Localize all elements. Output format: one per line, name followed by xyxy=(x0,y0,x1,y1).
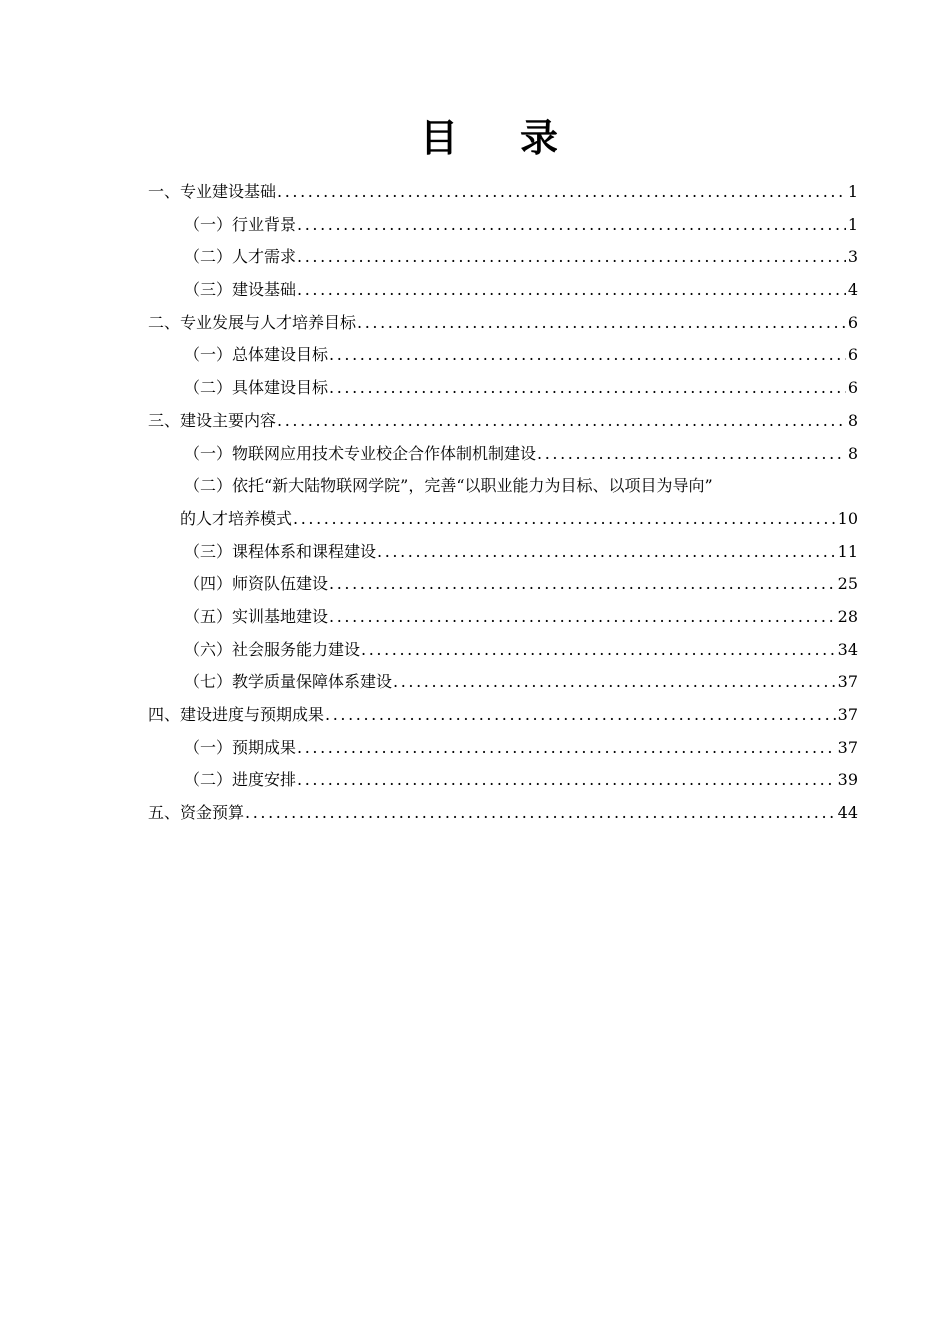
toc-entry[interactable] xyxy=(148,372,858,405)
title-char-1: 目 xyxy=(419,115,458,160)
toc-entry-label: （二）具体建设目标 xyxy=(184,378,329,398)
page-title xyxy=(0,112,950,164)
toc-entry-label: （一）物联网应用技术专业校企合作体制机制建设 xyxy=(184,443,537,463)
toc-entry-label: 一、专业建设基础 xyxy=(148,182,277,201)
toc-page-number: 3 xyxy=(847,247,858,267)
toc-page-number: 6 xyxy=(847,345,858,365)
toc-entry[interactable] xyxy=(148,307,858,340)
dot-leader xyxy=(297,764,836,797)
toc-entry-label: （一）总体建设目标 xyxy=(184,345,329,365)
dot-leader xyxy=(325,699,836,732)
toc-page-number: 8 xyxy=(847,410,858,430)
toc-entry[interactable] xyxy=(148,634,858,667)
toc-entry-label: 五、资金预算 xyxy=(148,803,245,823)
title-char-2: 录 xyxy=(520,115,559,160)
toc-entry[interactable] xyxy=(148,568,858,601)
dot-leader xyxy=(293,503,836,536)
dot-leader xyxy=(277,176,846,209)
dot-leader xyxy=(297,209,846,242)
toc-entry-label: （五）实训基地建设 xyxy=(184,606,329,626)
dot-leader xyxy=(537,438,846,471)
toc-entry[interactable] xyxy=(148,438,858,471)
toc-entry[interactable] xyxy=(148,764,858,797)
dot-leader xyxy=(277,405,846,438)
toc-page-number: 1 xyxy=(847,214,858,234)
dot-leader xyxy=(297,732,836,765)
toc-page-number: 25 xyxy=(837,574,858,594)
dot-leader xyxy=(297,274,846,307)
toc-entry-label: （二）人才需求 xyxy=(184,247,297,267)
toc-entry[interactable] xyxy=(148,666,858,699)
toc-entry-wrapped-line[interactable] xyxy=(148,470,858,503)
toc-entry-label: 四、建设进度与预期成果 xyxy=(148,705,325,724)
toc-page-number: 1 xyxy=(847,182,858,201)
toc-entry[interactable] xyxy=(148,797,858,830)
toc-entry[interactable] xyxy=(148,601,858,634)
toc-page-number: 11 xyxy=(837,541,858,561)
toc-entry[interactable] xyxy=(148,699,858,732)
toc-entry-label-continued: 的人才培养模式 xyxy=(180,508,293,528)
toc-entry-label: 三、建设主要内容 xyxy=(148,410,277,430)
toc-page-number: 10 xyxy=(837,508,858,528)
toc-entry-label: （一）行业背景 xyxy=(184,214,297,234)
toc-entry-label: （一）预期成果 xyxy=(184,737,297,757)
toc-page-number: 37 xyxy=(837,705,858,724)
toc-page-number: 28 xyxy=(837,606,858,626)
dot-leader xyxy=(297,241,846,274)
toc-entry[interactable] xyxy=(148,405,858,438)
dot-leader xyxy=(393,666,836,699)
toc-page-number: 34 xyxy=(837,639,858,659)
dot-leader xyxy=(329,339,846,372)
toc-entry-label: （七）教学质量保障体系建设 xyxy=(184,672,393,692)
toc-entry-label: （四）师资队伍建设 xyxy=(184,574,329,594)
toc-entry-label: （二）进度安排 xyxy=(184,770,297,790)
dot-leader xyxy=(361,634,836,667)
dot-leader xyxy=(329,601,836,634)
toc-entry[interactable] xyxy=(148,732,858,765)
toc-page-number: 6 xyxy=(847,378,858,398)
table-of-contents xyxy=(148,176,858,830)
toc-entry-label: 二、专业发展与人才培养目标 xyxy=(148,312,357,332)
dot-leader xyxy=(329,568,836,601)
toc-entry[interactable] xyxy=(148,176,858,209)
toc-page-number: 44 xyxy=(837,803,858,823)
dot-leader xyxy=(377,536,836,569)
toc-page-number: 4 xyxy=(847,280,858,300)
toc-entry-label: （六）社会服务能力建设 xyxy=(184,639,361,659)
dot-leader xyxy=(329,372,846,405)
toc-entry-label: （二）依托“新大陆物联网学院”，完善“以职业能力为目标、以项目为导向” xyxy=(184,476,713,496)
toc-entry[interactable] xyxy=(148,536,858,569)
toc-entry-label: （三）课程体系和课程建设 xyxy=(184,541,377,561)
toc-page-number: 37 xyxy=(837,672,858,692)
dot-leader xyxy=(245,797,836,830)
toc-entry[interactable] xyxy=(148,241,858,274)
toc-entry[interactable] xyxy=(148,503,858,536)
toc-entry[interactable] xyxy=(148,274,858,307)
dot-leader xyxy=(357,307,846,340)
toc-page-number: 37 xyxy=(837,737,858,757)
toc-page-number: 39 xyxy=(837,770,858,790)
toc-page-number: 6 xyxy=(847,312,858,332)
toc-entry-label: （三）建设基础 xyxy=(184,280,297,300)
toc-entry[interactable] xyxy=(148,339,858,372)
toc-page-number: 8 xyxy=(847,443,858,463)
toc-entry[interactable] xyxy=(148,209,858,242)
